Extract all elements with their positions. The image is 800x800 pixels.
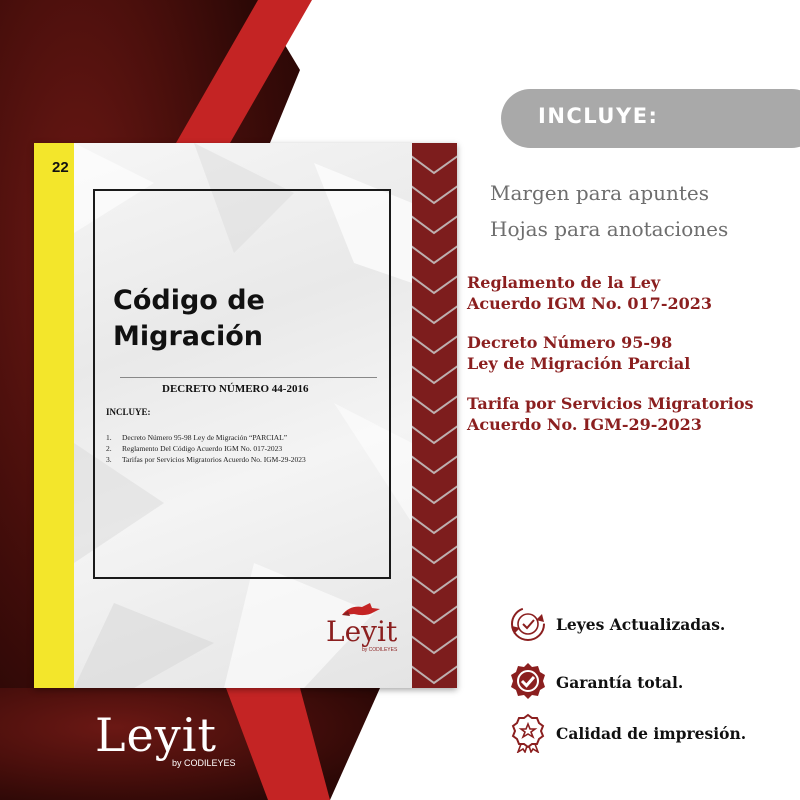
- feature-margin: Margen para apuntes: [490, 181, 710, 205]
- list-item: 1. Decreto Número 95-98 Ley de Migración “PARCIAL”: [106, 433, 288, 442]
- badge-print-quality: Calidad de impresión.: [556, 724, 747, 743]
- content-decreto-sub: Ley de Migración Parcial: [467, 354, 691, 373]
- badge-total-guarantee: Garantía total.: [556, 673, 684, 692]
- badge-updated-laws: Leyes Actualizadas.: [556, 615, 726, 634]
- content-tarifa-sub: Acuerdo No. IGM-29-2023: [467, 415, 702, 434]
- cover-contents-list: [106, 432, 306, 465]
- list-item: 2. Reglamento Del Código Acuerdo IGM No. 017-2023: [106, 444, 283, 453]
- check-seal-icon: [508, 661, 548, 701]
- cover-includes-label: INCLUYE:: [106, 407, 151, 417]
- cover-brand-logo: [326, 601, 406, 661]
- cover-brand-word: Leyit: [326, 615, 398, 648]
- feature-notes: Hojas para anotaciones: [490, 217, 729, 241]
- yellow-spine: [34, 143, 74, 688]
- quality-ribbon-icon: [508, 713, 548, 753]
- chevron-pattern: [412, 143, 457, 688]
- book-title-line1: Código de: [113, 285, 265, 316]
- cover-brand-by: by CODILEYES: [362, 647, 398, 653]
- book-title: [113, 283, 265, 355]
- brand-logo-by: by CODILEYES: [172, 758, 236, 768]
- decree-number: DECRETO NÚMERO 44-2016: [162, 383, 309, 395]
- brand-logo-word: Leyit: [95, 708, 217, 762]
- book-cover: [34, 143, 457, 688]
- red-side-stripe: [412, 143, 457, 688]
- includes-heading: INCLUYE:: [538, 104, 659, 128]
- list-item: 3. Tarifas por Servicios Migratorios Acuerdo No. IGM-29-2023: [106, 455, 306, 464]
- title-divider: [120, 377, 377, 378]
- content-decreto-title: Decreto Número 95-98: [467, 333, 673, 352]
- includes-heading-pill: [501, 89, 800, 148]
- refresh-cycle-icon: [508, 604, 548, 644]
- volume-number: 22: [52, 159, 69, 176]
- content-tarifa-title: Tarifa por Servicios Migratorios: [467, 394, 754, 413]
- content-reglamento-sub: Acuerdo IGM No. 017-2023: [467, 294, 712, 313]
- book-title-line2: Migración: [113, 321, 264, 352]
- content-reglamento-title: Reglamento de la Ley: [467, 273, 661, 292]
